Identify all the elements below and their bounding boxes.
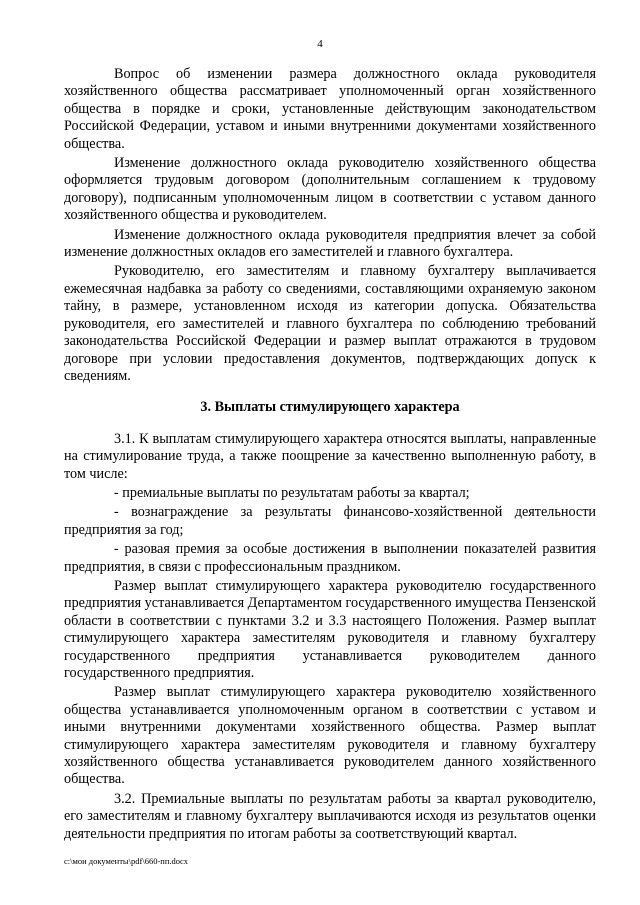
paragraph: Размер выплат стимулирующего характера руководителю хозяйственного общества устанавливается уполномоченным органом в соответствии с уставом и иными внутренними документами хозяйственного общества. Размер выплат стимулирующего характера заместителям руководителя и главному бухгалтеру хозяйственного общества устанавливается руководителем данного хозяйственного общества. xyxy=(64,684,596,788)
list-item: - вознаграждение за результаты финансово-хозяйственной деятельности предприятия за год; xyxy=(64,504,596,538)
footer-file-path: c:\мои документы\pdf\660-пп.docx xyxy=(64,856,189,866)
paragraph: Руководителю, его заместителям и главному бухгалтеру выплачивается ежемесячная надбавка за работу со сведениями, составляющими охраняемую законом тайну, в размере, установленном исходя из категории допуска. Обязательства руководителя, его заместителей и главного бухгалтера по соблюдению требований законодательства Российской Федерации и размер выплат отражаются в трудовом договоре при условии предоставления документов, подтверждающих допуск к сведениям. xyxy=(64,263,596,384)
document-body xyxy=(64,66,596,845)
paragraph: Изменение должностного оклада руководителя предприятия влечет за собой изменение должностных окладов его заместителей и главного бухгалтера. xyxy=(64,226,596,261)
list-item: - разовая премия за особые достижения в выполнении показателей развития предприятия, в связи с профессиональным праздником. xyxy=(64,541,596,575)
paragraph: Изменение должностного оклада руководителю хозяйственного общества оформляется трудовым договором (дополнительным соглашением к трудовому договору), подписанным уполномоченным лицом в соответствии с уставом данного хозяйственного общества и руководителем. xyxy=(64,155,596,224)
paragraph: Вопрос об изменении размера должностного оклада руководителя хозяйственного общества рассматривает уполномоченный орган хозяйственного общества в порядке и сроки, установленные действующим законодательством Российской Федерации, уставом и иными внутренними документами хозяйственного общества. xyxy=(64,66,596,152)
paragraph: Размер выплат стимулирующего характера руководителю государственного предприятия устанавливается Департаментом государственного имущества Пензенской области в соответствии с пунктами 3.2 и 3.3 настоящего Положения. Размер выплат стимулирующего характера заместителям руководителя и главному бухгалтеру государственного предприятия устанавливается руководителем данного государственного предприятия. xyxy=(64,577,597,681)
paragraph: 3.2. Премиальные выплаты по результатам работы за квартал руководителю, его заместителям и главному бухгалтеру выплачиваются исходя из результатов оценки деятельности предприятия по итогам работы за соответствующий квартал. xyxy=(64,790,596,842)
section-heading: 3. Выплаты стимулирующего характера xyxy=(200,399,460,416)
page-number: 4 xyxy=(317,38,323,50)
paragraph: 3.1. К выплатам стимулирующего характера относятся выплаты, направленные на стимулирование труда, а также поощрение за качественно выполненную работу, в том числе: xyxy=(64,430,596,482)
list-item: - премиальные выплаты по результатам работы за квартал; xyxy=(114,484,470,501)
